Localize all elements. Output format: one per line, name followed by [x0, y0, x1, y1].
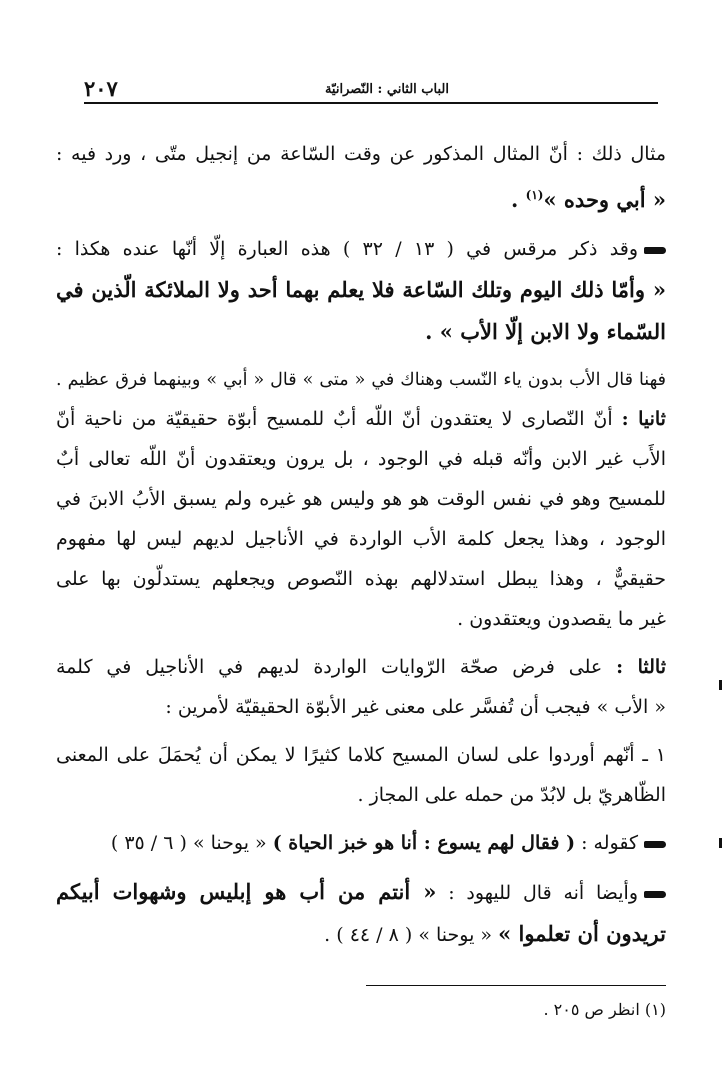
text-line: الأَب غير الابن وأنّه قبله في الوجود ، بل يرون ويعتقدون أنّ اللّه تعالى أبٌ — [56, 448, 666, 470]
line-text: وأيضا أنه قال لليهود : — [436, 882, 638, 904]
footnote: (١) انظر ص ٢٠٥ . — [543, 1000, 666, 1019]
text-line: للمسيح وهو في نفس الوقت هو هو وليس هو غيره ولم يسبق الأبُ الابنَ في — [56, 488, 666, 510]
text-line — [56, 823, 666, 863]
text-line: غير ما يقصدون ويعتقدون . — [457, 608, 666, 630]
text-line — [56, 913, 666, 955]
reference: « يوحنا » ( ٦ / ٣٥ ) — [110, 832, 273, 854]
line-text: على فرض صحّة الرّوايات الواردة لديهم في الأناجيل في كلمة — [56, 656, 603, 678]
text-line: ١ ـ أنّهم أوردوا على لسان المسيح كلاما كثيرًا لا يمكن أن يُحمَلَ على المعنى — [56, 744, 666, 766]
paragraph-example — [56, 134, 666, 221]
paragraph-quote-bread — [56, 823, 666, 863]
paragraph-note — [56, 361, 666, 399]
margin-mark — [719, 838, 722, 848]
footnote-rule — [366, 985, 666, 986]
chapter-title: الباب الثاني : النّصرانيّة — [324, 82, 449, 97]
pointing-hand-icon — [644, 891, 666, 898]
quote-text: ( فقال لهم يسوع : أنا هو خبز الحياة ) — [272, 832, 576, 854]
quote-line: السّماء ولا الابن إلّا الأب » . — [425, 319, 666, 344]
section-lead: ثانيا : — [621, 408, 666, 430]
text-line — [56, 647, 666, 687]
text-line — [56, 399, 666, 439]
running-header — [84, 76, 654, 102]
margin-mark — [719, 680, 722, 690]
pointing-hand-icon — [644, 841, 666, 848]
header-rule — [84, 102, 658, 104]
paragraph-mark — [56, 229, 666, 353]
quote-text: « أنتم من أب هو إبليس وشهوات أبيكم — [56, 879, 437, 904]
paragraph-third — [56, 647, 666, 727]
paragraph-first-reason — [56, 735, 666, 815]
quote-line: « وأمّا ذلك اليوم وتلك السّاعة فلا يعلم بهما أحد ولا الملائكة الّذين في — [56, 277, 666, 302]
text-line: مثال ذلك : أنّ المثال المذكور عن وقت السّاعة من إنجيل متّى ، ورد فيه : — [56, 143, 666, 165]
page-body — [56, 134, 666, 955]
reference: « يوحنا » ( ٨ / ٤٤ ) . — [324, 924, 499, 946]
period: . — [511, 187, 526, 212]
footnote-marker: (١) — [525, 188, 544, 202]
text-line: حقيقيٌّ ، وهذا يبطل استدلالهم بهذه النّصوص ويجعلهم يستدلّون بها على — [56, 568, 666, 590]
text-line — [56, 871, 666, 913]
text-line: الوجود ، وهذا يجعل كلمة الأب الواردة في الأناجيل لديهم ليس لها مفهوم — [56, 528, 666, 550]
text-line: فهنا قال الأب بدون ياء النّسب وهناك في « متى » قال « أبي » وبينهما فرق عظيم . — [56, 370, 666, 390]
quote-text: تريدون أن تعلموا » — [498, 921, 666, 946]
text-line: الظّاهريّ بل لابُدّ من حمله على المجاز . — [357, 784, 666, 806]
quote-text: « أبي وحده » — [543, 187, 666, 212]
line-text: وقد ذكر مرقس في ( ١٣ / ٣٢ ) هذه العبارة إلّا أنّها عنده هكذا : — [56, 238, 638, 260]
line-text: كقوله : — [575, 832, 638, 854]
text-line — [56, 174, 666, 221]
section-lead: ثالثا : — [616, 656, 666, 678]
paragraph-second — [56, 399, 666, 639]
paragraph-quote-father — [56, 871, 666, 955]
pointing-hand-icon — [644, 247, 666, 254]
text-line — [56, 229, 666, 269]
text-line: « الأب » فيجب أن تُفسَّر على معنى غير الأبوّة الحقيقيّة لأمرين : — [165, 696, 666, 718]
page-number: ٢٠٧ — [84, 76, 118, 101]
line-text: أنّ النّصارى لا يعتقدون أنّ اللّه أبٌ للمسيح أبوّة حقيقيّة من ناحية أنّ — [56, 408, 613, 430]
